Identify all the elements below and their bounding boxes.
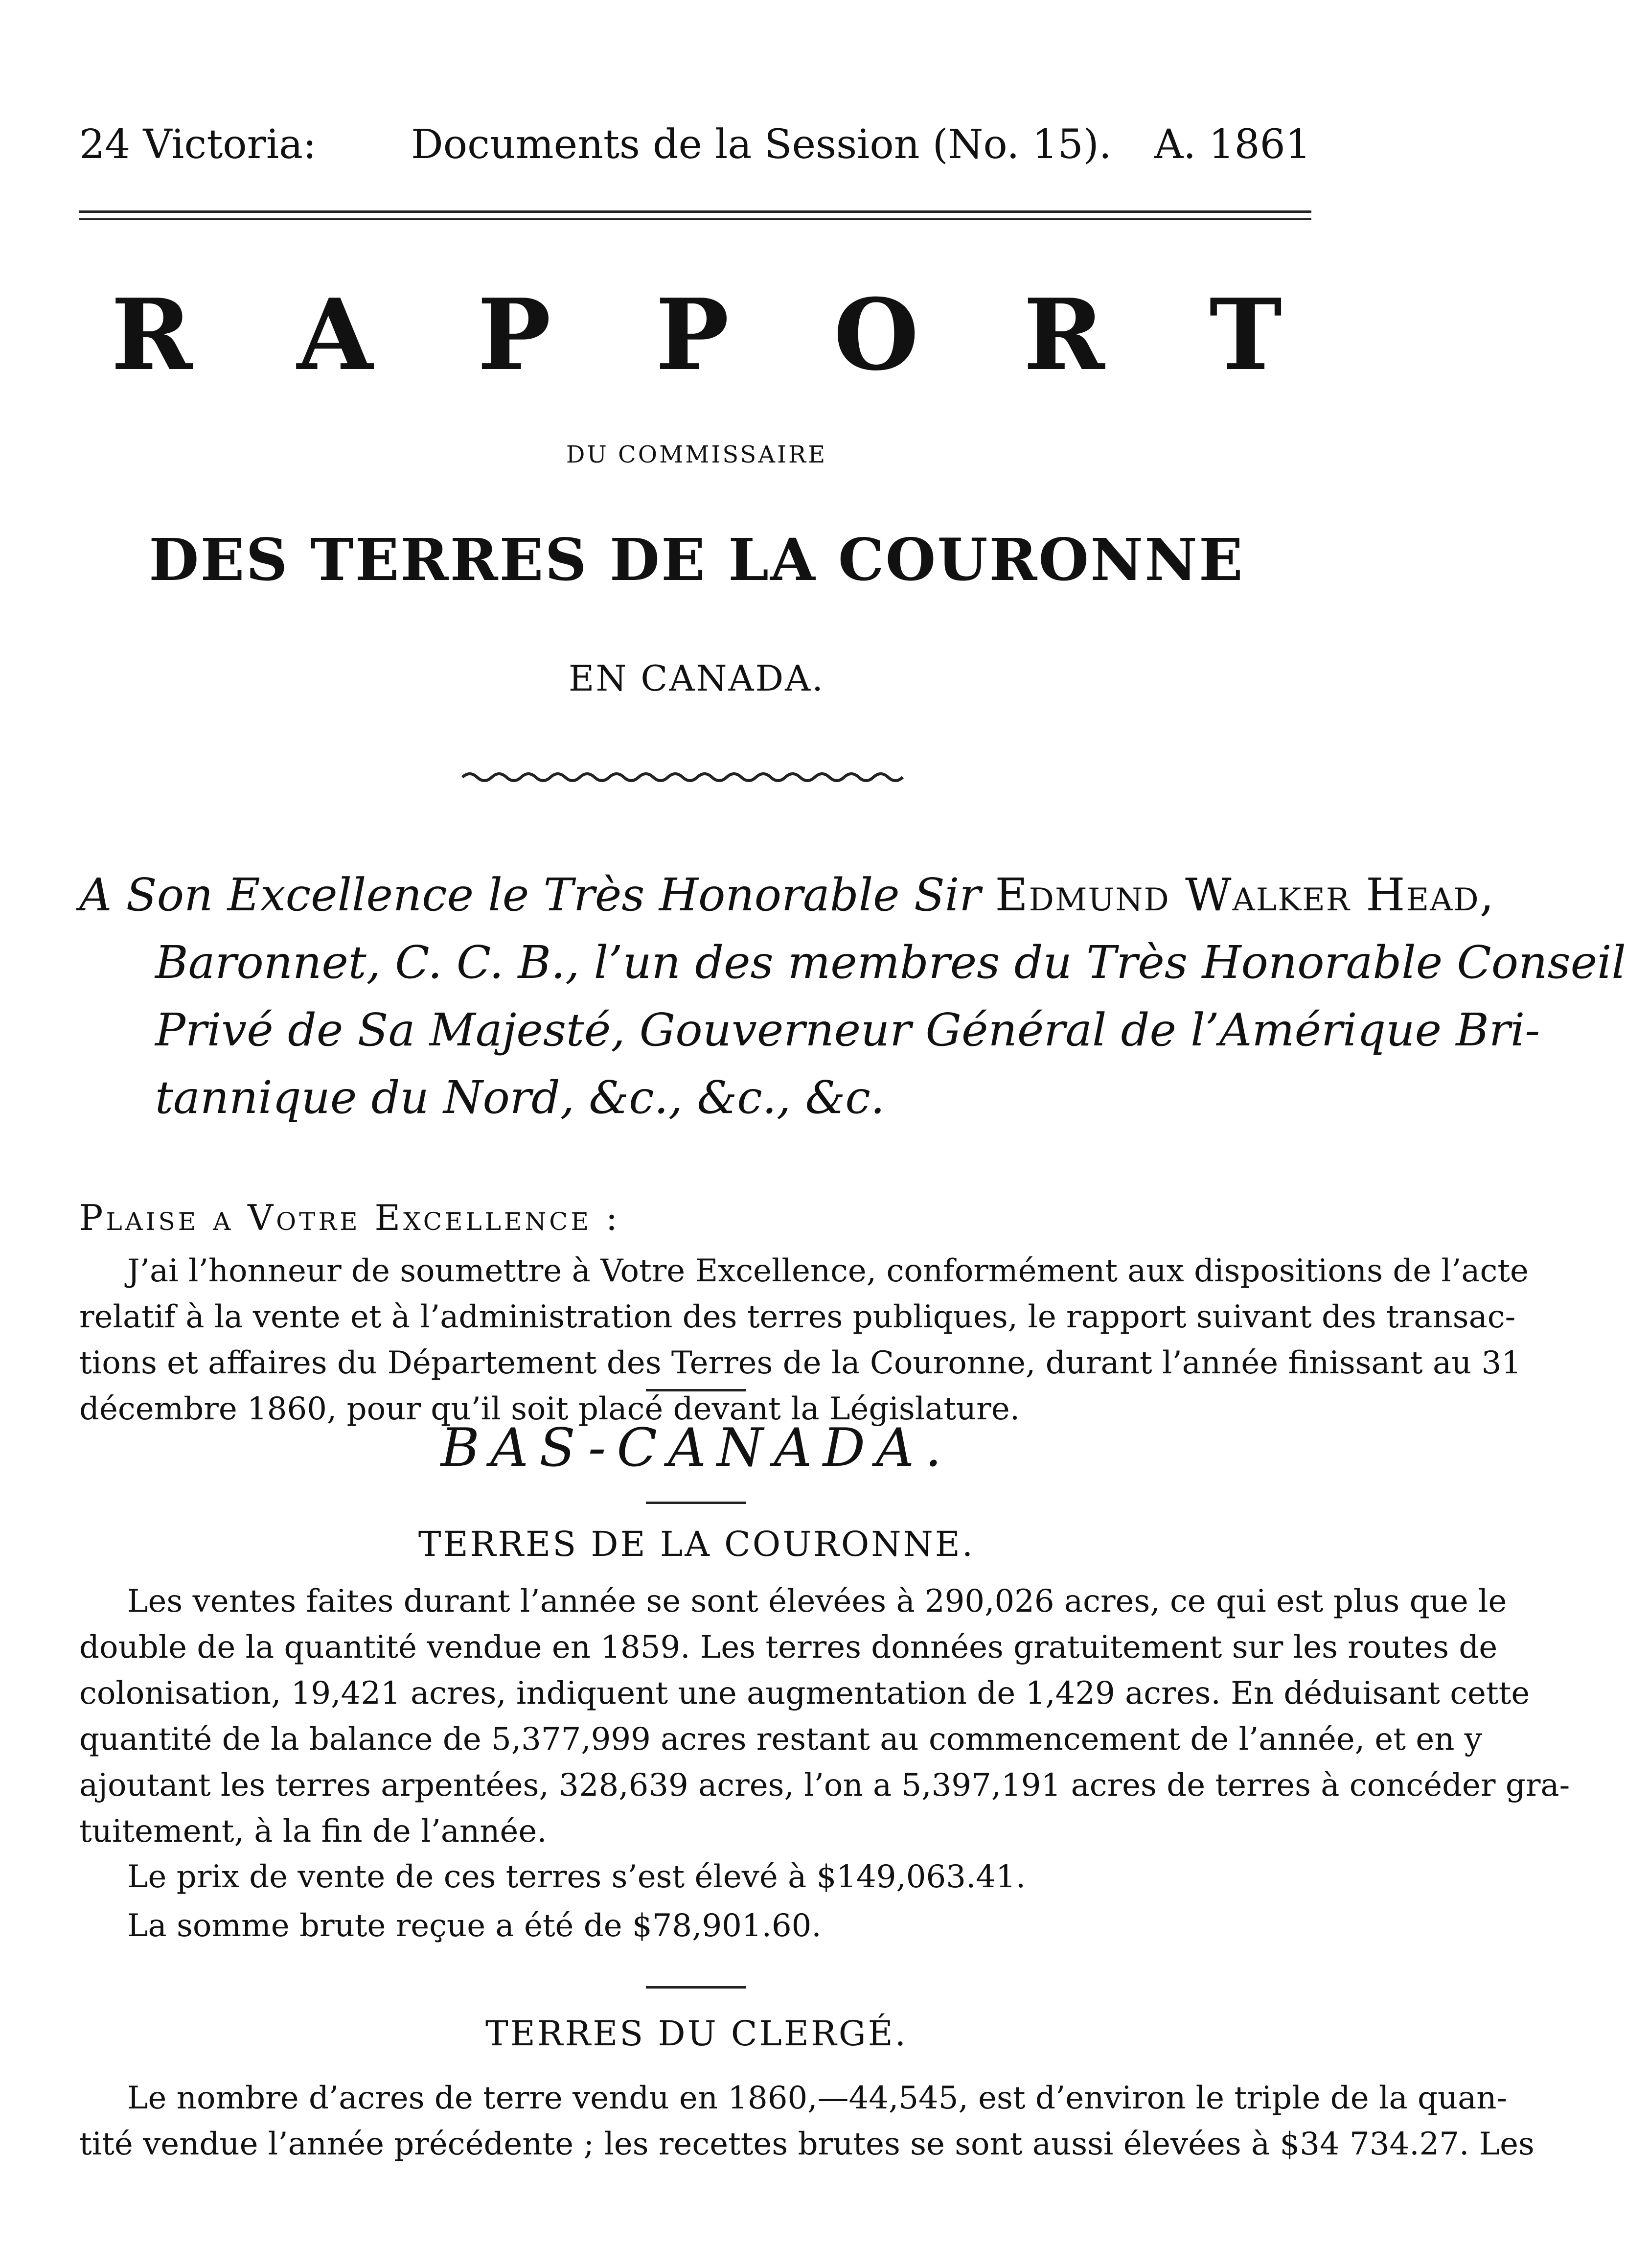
report-subtitle-1: DU COMMISSAIRE bbox=[566, 441, 827, 468]
section-divider bbox=[646, 1389, 746, 1391]
crown-lands-line: tuitement, à la fin de l’année. bbox=[79, 1813, 547, 1850]
address-line-4: tannique du Nord, &c., &c., &c. bbox=[155, 1071, 885, 1124]
clergy-lands-heading: TERRES DU CLERGÉ. bbox=[485, 2013, 908, 2054]
report-subtitle-2: DES TERRES DE LA COURONNE bbox=[149, 526, 1244, 594]
section-title: BAS-CANADA. bbox=[440, 1417, 953, 1479]
clergy-lands-paragraph bbox=[79, 2075, 1534, 2167]
section-subdivider bbox=[646, 1502, 746, 1504]
crown-lands-paragraph bbox=[79, 1578, 1570, 1854]
gross-paragraph bbox=[79, 1903, 1312, 1949]
header-right: A. 1861 bbox=[1154, 121, 1311, 168]
price-paragraph bbox=[79, 1854, 1312, 1900]
crown-lands-heading: TERRES DE LA COURONNE. bbox=[418, 1524, 975, 1564]
address-name: Edmund Walker Head, bbox=[995, 869, 1495, 921]
salutation: Plaise a Votre Excellence : bbox=[79, 1197, 621, 1238]
crown-lands-line: ajoutant les terres arpentées, 328,639 acres, l’on a 5,397,191 acres de terres à concéder gra- bbox=[79, 1767, 1570, 1804]
intro-line: J’ai l’honneur de soumettre à Votre Excellence, conformément aux dispositions de l’acte bbox=[127, 1253, 1529, 1289]
header-rule-top bbox=[79, 210, 1311, 213]
crown-lands-line: double de la quantité vendue en 1859. Les terres données gratuitement sur les routes de bbox=[79, 1629, 1498, 1666]
address-line-1-pre: A Son Excellence le Très Honorable Sir bbox=[79, 869, 995, 921]
address-block bbox=[79, 861, 1626, 1132]
report-subtitle-3: EN CANADA. bbox=[568, 658, 825, 699]
address-line-2: Baronnet, C. C. B., l’un des membres du Très Honorable Conseil bbox=[155, 936, 1626, 989]
intro-paragraph bbox=[79, 1248, 1529, 1432]
address-line-3: Privé de Sa Majesté, Gouverneur Général de l’Amérique Bri- bbox=[155, 1004, 1540, 1056]
intro-line: tions et affaires du Département des Terres de la Couronne, durant l’année finissant au 31 bbox=[79, 1345, 1522, 1381]
report-title: R A P P O R T bbox=[111, 278, 1318, 393]
header-left: 24 Victoria: bbox=[79, 121, 317, 168]
intro-line: décembre 1860, pour qu’il soit placé devant la Législature. bbox=[79, 1391, 1020, 1427]
header-center: Documents de la Session (No. 15). bbox=[411, 121, 1112, 168]
clergy-lands-line: Le nombre d’acres de terre vendu en 1860,—44,545, est d’environ le triple de la quan- bbox=[127, 2080, 1508, 2116]
price-line: Le prix de vente de ces terres s’est élevé à $149,063.41. bbox=[127, 1859, 1026, 1895]
address-line-1 bbox=[79, 861, 1495, 929]
crown-lands-line: colonisation, 19,421 acres, indiquent une augmentation de 1,429 acres. En déduisant cette bbox=[79, 1675, 1530, 1712]
intro-line: relatif à la vente et à l’administration des terres publiques, le rapport suivant des transac- bbox=[79, 1299, 1516, 1335]
gross-line: La somme brute reçue a été de $78,901.60. bbox=[127, 1908, 822, 1944]
crown-lands-line: quantité de la balance de 5,377,999 acres restant au commencement de l’année, et en y bbox=[79, 1721, 1482, 1758]
clergy-divider bbox=[646, 1986, 746, 1989]
crown-lands-line: Les ventes faites durant l’année se sont élevées à 290,026 acres, ce qui est plus que le bbox=[127, 1583, 1507, 1620]
header-rule-bottom bbox=[79, 218, 1311, 220]
ornament-divider bbox=[462, 768, 908, 786]
clergy-lands-line: tité vendue l’année précédente ; les recettes brutes se sont aussi élevées à $34 734.27. Les bbox=[79, 2126, 1534, 2162]
